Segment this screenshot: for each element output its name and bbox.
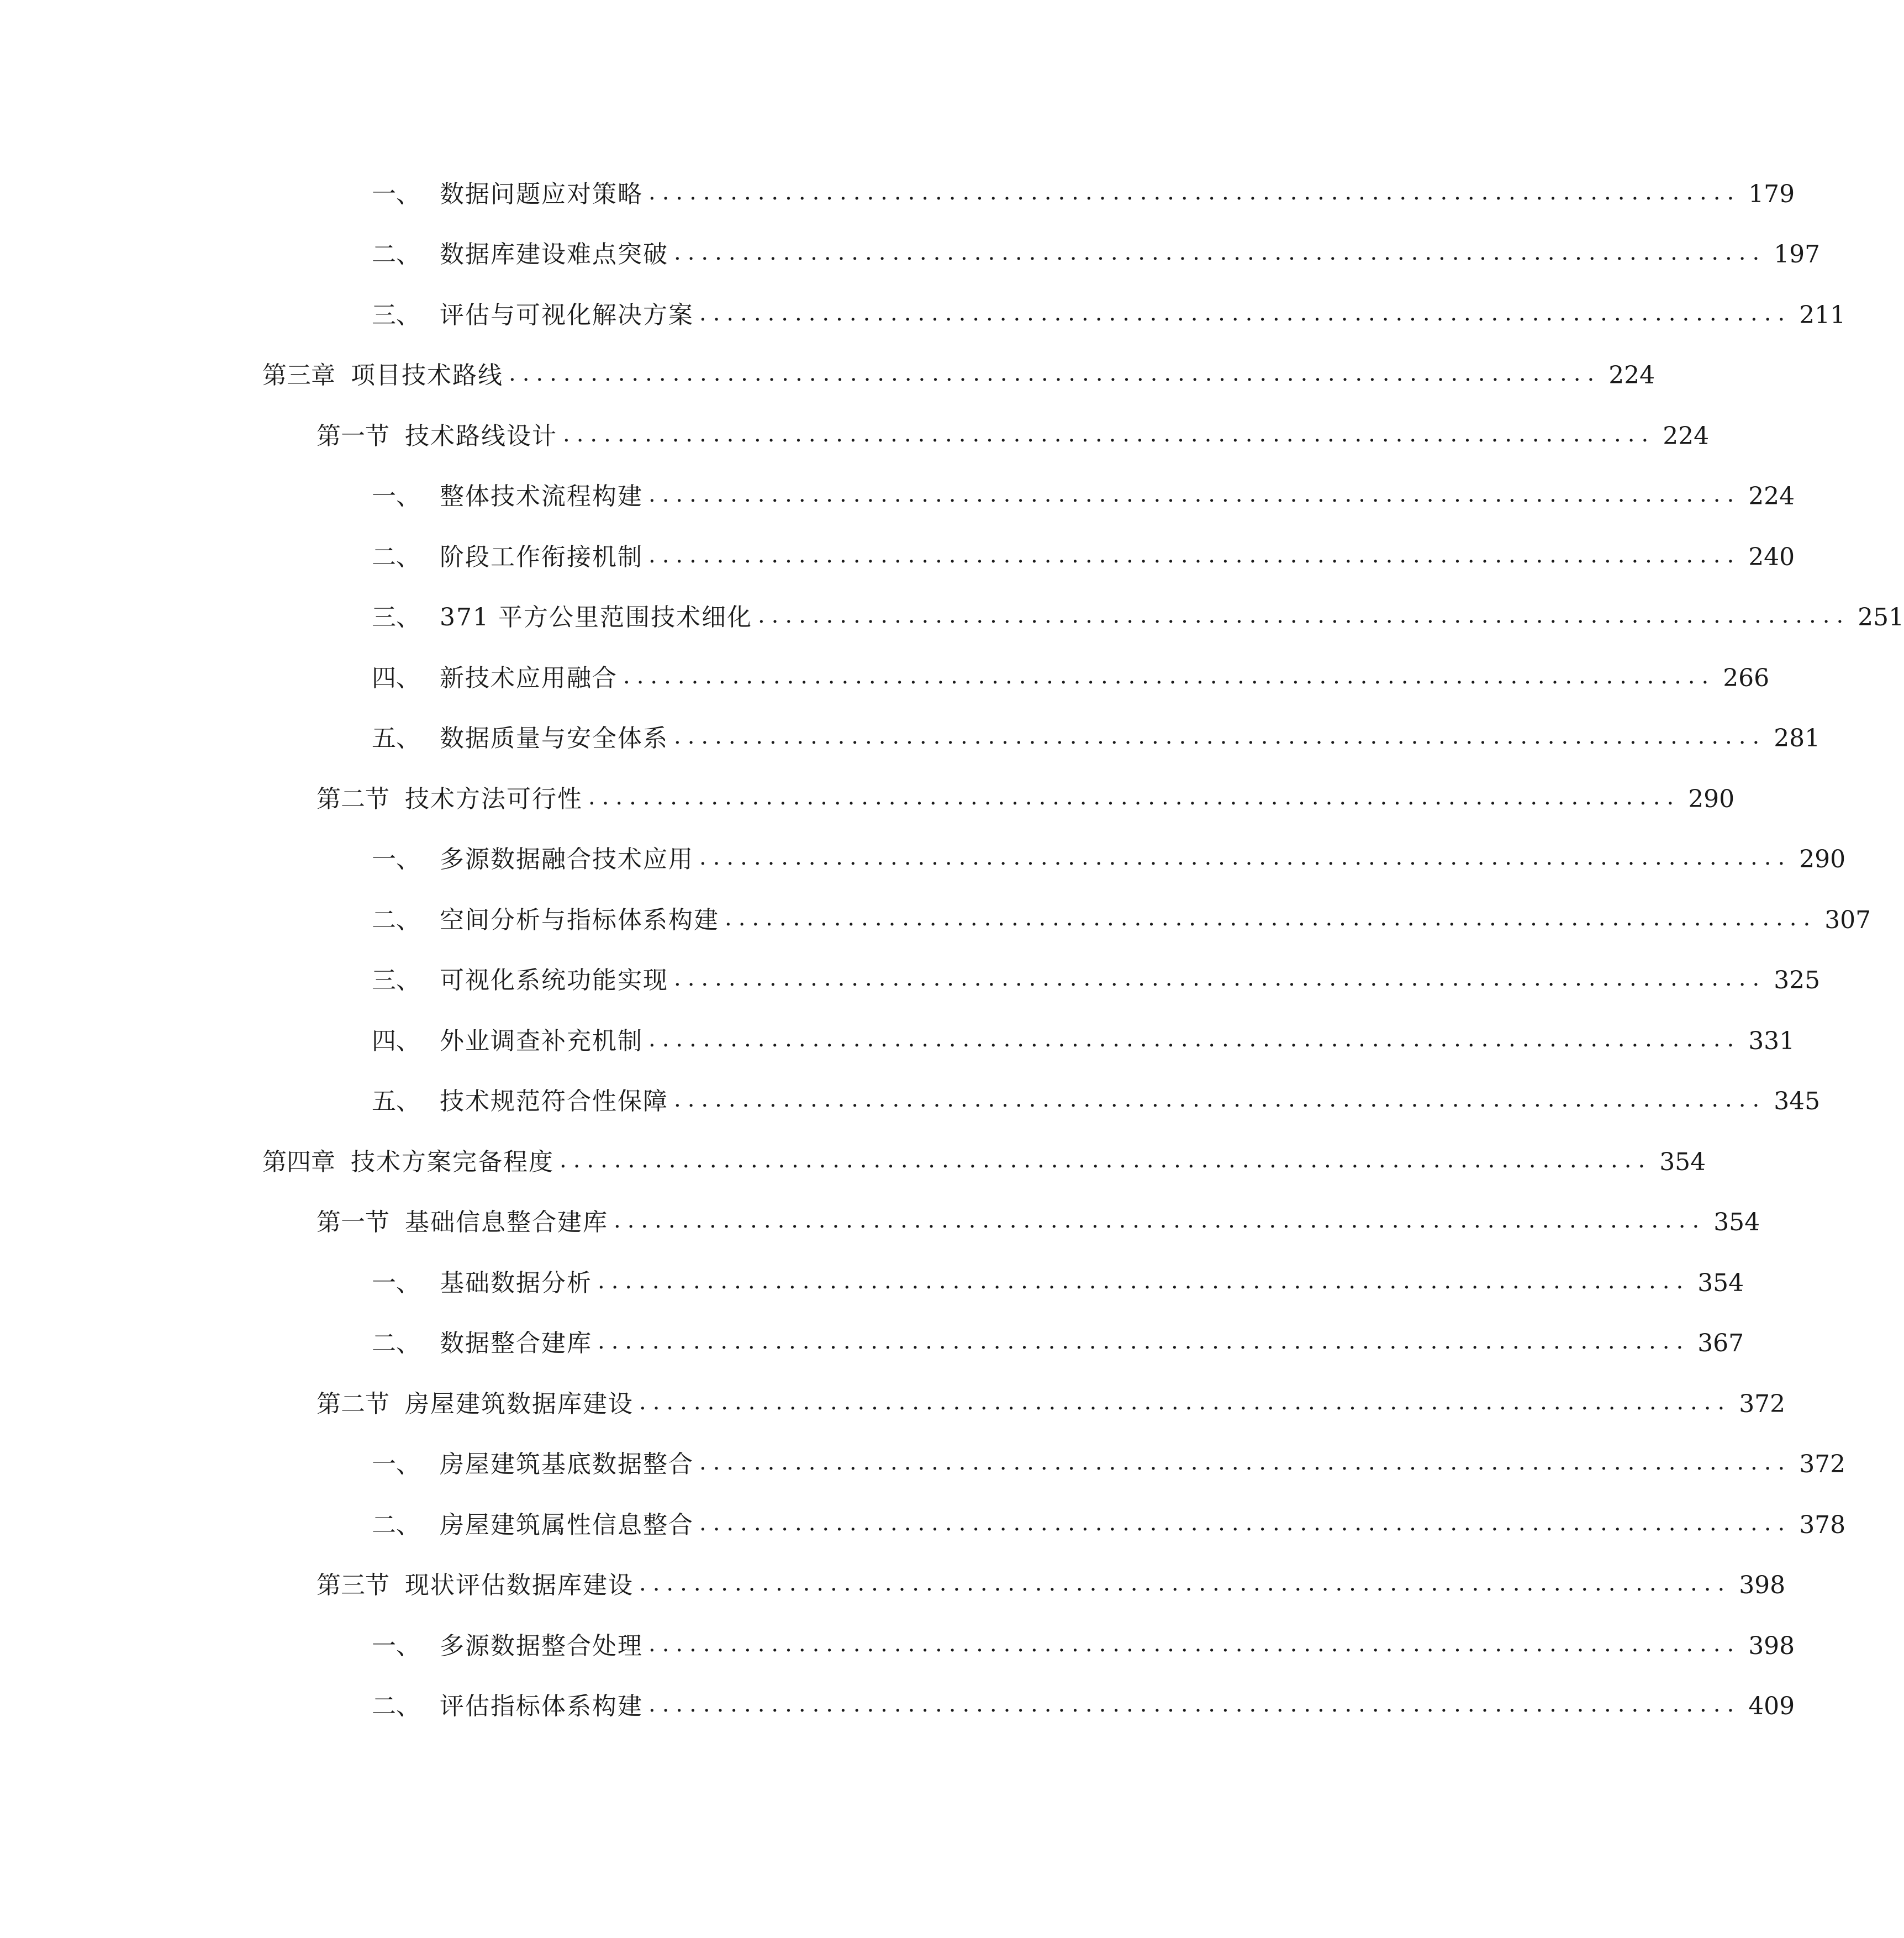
toc-entry-title: 评估指标体系构建 bbox=[440, 1692, 643, 1721]
toc-entry-title: 技术规范符合性保障 bbox=[440, 1087, 668, 1116]
toc-entry[interactable] bbox=[0, 588, 1904, 649]
toc-entry-page: 331 bbox=[1748, 1026, 1795, 1055]
toc-entry-page: 367 bbox=[1697, 1329, 1744, 1358]
toc-entry-page: 372 bbox=[1799, 1450, 1846, 1479]
toc-entry-page: 325 bbox=[1774, 966, 1821, 995]
toc-entry-page: 345 bbox=[1774, 1087, 1821, 1116]
toc-leader-dots: ................................................................................ bbox=[509, 361, 1601, 387]
toc-entry-page: 281 bbox=[1774, 724, 1821, 753]
toc-entry-page: 354 bbox=[1697, 1268, 1744, 1297]
toc-entry-section[interactable] bbox=[0, 1374, 1786, 1435]
toc-entry-page: 179 bbox=[1748, 180, 1795, 208]
toc-entry-page: 251 bbox=[1858, 603, 1904, 632]
toc-entry-marker: 四、 bbox=[372, 663, 420, 692]
toc-entry-page: 354 bbox=[1713, 1208, 1760, 1237]
toc-leader-dots: ................................................................................ bbox=[648, 1692, 1741, 1718]
toc-entry-title: 数据问题应对策略 bbox=[440, 180, 643, 208]
toc-entry-chapter[interactable] bbox=[0, 1132, 1706, 1193]
toc-entry-marker: 二、 bbox=[372, 1510, 420, 1539]
toc-entry[interactable] bbox=[0, 709, 1821, 770]
toc-entry-page: 224 bbox=[1608, 361, 1655, 390]
toc-leader-dots: ................................................................................ bbox=[614, 1208, 1706, 1234]
toc-entry-marker: 二、 bbox=[372, 1692, 420, 1721]
toc-entry-marker: 一、 bbox=[372, 1268, 420, 1297]
toc-entry-page: 290 bbox=[1688, 784, 1735, 813]
toc-leader-dots: ................................................................................ bbox=[699, 845, 1792, 871]
toc-leader-dots: ................................................................................ bbox=[598, 1329, 1690, 1355]
toc-entry[interactable] bbox=[0, 527, 1795, 588]
toc-entry-marker: 二、 bbox=[372, 1329, 420, 1358]
toc-entry-title: 数据库建设难点突破 bbox=[440, 240, 668, 269]
toc-entry-title: 项目技术路线 bbox=[351, 361, 503, 390]
toc-entry-page: 224 bbox=[1748, 482, 1795, 511]
toc-entry-page: 197 bbox=[1774, 240, 1821, 269]
toc-entry-marker: 二、 bbox=[372, 240, 420, 269]
toc-entry-marker: 三、 bbox=[372, 301, 420, 329]
toc-entry-title: 数据质量与安全体系 bbox=[440, 724, 668, 753]
toc-entry-title: 房屋建筑数据库建设 bbox=[405, 1389, 634, 1418]
toc-entry-title: 可视化系统功能实现 bbox=[440, 966, 668, 995]
toc-entry[interactable] bbox=[0, 225, 1821, 286]
toc-entry-title: 技术路线设计 bbox=[405, 422, 557, 450]
toc-leader-dots: ................................................................................ bbox=[648, 542, 1741, 568]
toc-entry[interactable] bbox=[0, 951, 1821, 1012]
toc-entry-section[interactable] bbox=[0, 1193, 1760, 1254]
toc-entry[interactable] bbox=[0, 1011, 1795, 1072]
toc-entry-marker: 三、 bbox=[372, 603, 420, 632]
toc-entry-title: 房屋建筑属性信息整合 bbox=[440, 1510, 694, 1539]
toc-leader-dots: ................................................................................ bbox=[674, 724, 1766, 750]
toc-entry-title: 技术方法可行性 bbox=[405, 784, 583, 813]
toc-entry-section[interactable] bbox=[0, 1556, 1786, 1616]
toc-leader-dots: ................................................................................ bbox=[725, 905, 1817, 931]
toc-entry-page: 307 bbox=[1824, 905, 1871, 934]
toc-entry-page: 224 bbox=[1663, 422, 1710, 450]
toc-leader-dots: ................................................................................ bbox=[648, 179, 1741, 205]
toc-entry[interactable] bbox=[0, 1435, 1846, 1495]
toc-entry-section[interactable] bbox=[0, 769, 1735, 830]
toc-leader-dots: ................................................................................ bbox=[648, 482, 1741, 508]
toc-leader-dots: ................................................................................ bbox=[639, 1389, 1732, 1415]
toc-leader-dots: ................................................................................ bbox=[639, 1571, 1732, 1597]
toc-leader-dots: ................................................................................ bbox=[623, 663, 1716, 689]
toc-entry-marker: 四、 bbox=[372, 1026, 420, 1055]
toc-entry[interactable] bbox=[0, 1253, 1744, 1314]
table-of-contents bbox=[0, 164, 1904, 1737]
toc-entry-chapter[interactable] bbox=[0, 346, 1655, 407]
toc-entry-marker: 一、 bbox=[372, 845, 420, 874]
toc-entry[interactable] bbox=[0, 648, 1770, 709]
toc-entry-title: 阶段工作衔接机制 bbox=[440, 543, 643, 571]
toc-entry-title: 评估与可视化解决方案 bbox=[440, 301, 694, 329]
toc-entry-title: 新技术应用融合 bbox=[440, 663, 618, 692]
toc-entry-page: 290 bbox=[1799, 845, 1846, 874]
toc-entry-title: 数据整合建库 bbox=[440, 1329, 592, 1358]
toc-entry-page: 266 bbox=[1723, 663, 1770, 692]
toc-entry[interactable] bbox=[0, 164, 1795, 225]
toc-entry[interactable] bbox=[0, 1677, 1795, 1737]
toc-entry[interactable] bbox=[0, 1495, 1846, 1556]
toc-entry-marker: 一、 bbox=[372, 1450, 420, 1479]
toc-leader-dots: ................................................................................ bbox=[699, 1510, 1792, 1536]
toc-leader-dots: ................................................................................ bbox=[699, 300, 1792, 326]
toc-entry-page: 398 bbox=[1748, 1631, 1795, 1660]
toc-entry-marker: 第二节 bbox=[317, 1389, 389, 1418]
toc-leader-dots: ................................................................................ bbox=[598, 1268, 1690, 1294]
toc-entry[interactable] bbox=[0, 1072, 1821, 1133]
toc-entry-marker: 第一节 bbox=[317, 422, 389, 450]
toc-entry-title: 多源数据融合技术应用 bbox=[440, 845, 694, 874]
toc-entry-title: 多源数据整合处理 bbox=[440, 1631, 643, 1660]
toc-entry-page: 372 bbox=[1739, 1389, 1786, 1418]
toc-entry-marker: 第一节 bbox=[317, 1208, 389, 1237]
toc-entry-page: 354 bbox=[1659, 1147, 1706, 1176]
toc-entry-marker: 二、 bbox=[372, 905, 420, 934]
toc-entry-title: 基础信息整合建库 bbox=[405, 1208, 608, 1237]
toc-leader-dots: ................................................................................ bbox=[674, 966, 1766, 992]
toc-entry-page: 398 bbox=[1739, 1571, 1786, 1600]
toc-entry-page: 240 bbox=[1748, 543, 1795, 571]
toc-entry-title: 基础数据分析 bbox=[440, 1268, 592, 1297]
toc-entry-marker: 第四章 bbox=[262, 1147, 335, 1176]
toc-entry-page: 378 bbox=[1799, 1510, 1846, 1539]
toc-entry-marker: 一、 bbox=[372, 180, 420, 208]
toc-leader-dots: ................................................................................ bbox=[674, 1087, 1766, 1113]
toc-entry-marker: 第三章 bbox=[262, 361, 335, 390]
toc-leader-dots: ................................................................................ bbox=[674, 240, 1766, 266]
toc-entry-marker: 五、 bbox=[372, 1087, 420, 1116]
toc-entry[interactable] bbox=[0, 285, 1846, 346]
toc-entry-marker: 五、 bbox=[372, 724, 420, 753]
toc-entry-marker: 二、 bbox=[372, 543, 420, 571]
toc-entry-title: 空间分析与指标体系构建 bbox=[440, 905, 719, 934]
toc-entry-page: 409 bbox=[1748, 1692, 1795, 1721]
toc-entry-marker: 第二节 bbox=[317, 784, 389, 813]
toc-leader-dots: ................................................................................ bbox=[588, 784, 1681, 810]
toc-leader-dots: ................................................................................ bbox=[560, 1147, 1652, 1173]
toc-entry-title: 技术方案完备程度 bbox=[351, 1147, 554, 1176]
toc-entry-marker: 一、 bbox=[372, 482, 420, 511]
toc-entry[interactable] bbox=[0, 1314, 1744, 1374]
toc-entry-page: 211 bbox=[1799, 301, 1846, 329]
toc-leader-dots: ................................................................................ bbox=[699, 1450, 1792, 1476]
toc-entry[interactable] bbox=[0, 467, 1795, 528]
toc-entry-title: 371 平方公里范围技术细化 bbox=[440, 603, 752, 632]
toc-leader-dots: ................................................................................ bbox=[757, 603, 1850, 629]
toc-leader-dots: ................................................................................ bbox=[648, 1026, 1741, 1052]
toc-leader-dots: ................................................................................ bbox=[563, 421, 1655, 447]
toc-entry[interactable] bbox=[0, 830, 1846, 891]
toc-leader-dots: ................................................................................ bbox=[648, 1631, 1741, 1657]
toc-entry[interactable] bbox=[0, 1616, 1795, 1677]
toc-entry-title: 外业调查补充机制 bbox=[440, 1026, 643, 1055]
toc-entry-marker: 第三节 bbox=[317, 1571, 389, 1600]
toc-entry-marker: 三、 bbox=[372, 966, 420, 995]
toc-entry-section[interactable] bbox=[0, 406, 1710, 467]
toc-entry-title: 整体技术流程构建 bbox=[440, 482, 643, 511]
toc-entry-title: 房屋建筑基底数据整合 bbox=[440, 1450, 694, 1479]
toc-entry-title: 现状评估数据库建设 bbox=[405, 1571, 634, 1600]
toc-entry[interactable] bbox=[0, 890, 1871, 951]
toc-entry-marker: 一、 bbox=[372, 1631, 420, 1660]
